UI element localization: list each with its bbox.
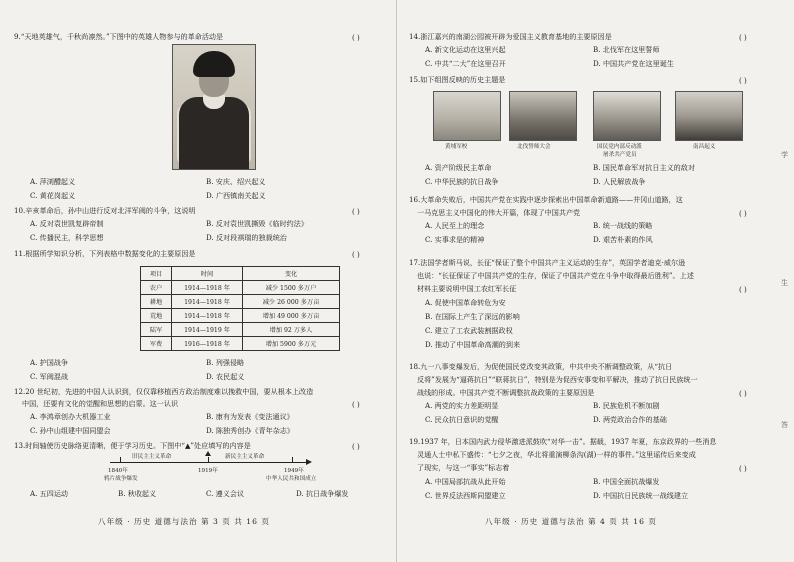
q16-option-b: B. 统一战线的策略 [593, 221, 653, 230]
timeline-1949: 1949年 [284, 468, 304, 474]
table-cell: 增加 49 000 多万亩 [243, 309, 340, 323]
q18-stem-line2: 反将”发展为“逼蒋抗日”“联蒋抗日”，特别是为促西安事变和平解决，推动了抗日民族统一 [417, 375, 698, 384]
table-cell: 1916—1918 年 [172, 337, 243, 351]
timeline-1919: 1919年 [198, 468, 218, 474]
q11-option-c: C. 军阀混战 [30, 372, 69, 381]
timeline-1840-event: 鸦片战争爆发 [104, 476, 138, 482]
q19-stem-line3: 了现实，与这一“事实”标志着 [417, 463, 510, 472]
table-row [141, 309, 340, 323]
q15-caption: 黄埔军校 [445, 144, 468, 150]
table-cell: 增加 92 万多人 [243, 323, 340, 337]
q10-option-a: A. 反对袁世凯复辟帝制 [30, 219, 104, 228]
timeline-tick [292, 457, 293, 463]
q15-photo-massacre [593, 91, 661, 141]
q9-option-c: C. 黄花岗起义 [30, 191, 76, 200]
table-cell: 耕地 [141, 295, 172, 309]
q15-photo-whampoa [433, 91, 501, 141]
q12-stem-line2: 中国，还要有文化的觉醒和思想的启蒙。这一认识 [22, 399, 179, 408]
q11-stem: 11.根据所学知识分析，下列表格中数据变化的主要原因是 [14, 249, 196, 258]
q13-option-b: B. 秋收起义 [118, 489, 157, 498]
q10-option-d: D. 反对段祺瑞的独裁统治 [206, 233, 287, 242]
q14-option-d: D. 中国共产党在这里诞生 [593, 59, 674, 68]
q12-option-d: D. 陈独秀创办《青年杂志》 [206, 426, 294, 435]
q19-stem-line1: 19.1937 年，日本国内武力侵华激进派鼓吹“对华一击”。据载，1937 年夏，东京政界的一些消息 [409, 437, 717, 446]
q15-option-c: C. 中华民族的抗日战争 [425, 177, 499, 186]
q15-stem: 15.如下组图反映的历史主题是 [409, 75, 506, 84]
table-header: 时间 [172, 267, 243, 281]
q18-stem-line1: 18.九一八事变爆发后，为促使国民党改变其政策，中共中央不断调整政策，从“抗日 [409, 362, 673, 371]
q13-stem: 13.时间轴使历史脉络更清晰，便于学习历史。下图中“▲”处应填写的内容是 [14, 441, 251, 450]
q15-option-d: D. 人民解放战争 [593, 177, 646, 186]
q9-option-a: A. 萍浏醴起义 [30, 177, 76, 186]
q9-stem: 9.“天地英雄气，千秋尚凛然。”下图中的英雄人物参与的革命活动是 [14, 32, 224, 41]
q10-answer-paren: ( ) [352, 207, 360, 216]
q17-option-b: B. 在国际上产生了深远的影响 [425, 312, 520, 321]
table-cell: 增加 5900 多万元 [243, 337, 340, 351]
q16-stem-line1: 16.大革命失败后，中国共产党在实践中逐步探索出中国革命新道路——井冈山道路，这 [409, 195, 683, 204]
q19-answer-paren: ( ) [739, 464, 747, 473]
q13-option-a: A. 五四运动 [30, 489, 69, 498]
q16-stem-line2: 一马克思主义中国化的伟大开篇，体现了中国共产党 [417, 208, 581, 217]
q9-option-d: D. 广西镇南关起义 [206, 191, 266, 200]
q15-answer-paren: ( ) [739, 76, 747, 85]
q14-option-c: C. 中共“二大”在这里召开 [425, 59, 506, 68]
q13-option-c: C. 遵义会议 [206, 489, 245, 498]
timeline-tick [120, 457, 121, 463]
q11-option-b: B. 列强侵略 [206, 358, 245, 367]
page-footer-left: 八年级 · 历史 道德与法治 第 3 页 共 16 页 [98, 517, 270, 526]
table-cell: 农户 [141, 281, 172, 295]
q19-option-b: B. 中国全面抗战爆发 [593, 477, 660, 486]
timeline-new-label: 新民主主义革命 [225, 454, 265, 460]
q19-stem-line2: 灵通人士中私下盛传：“七夕之夜，华北将重演柳条沟(湖)一样的事件。”这里谣传后来变成 [417, 450, 696, 459]
q15-caption: 国民党内部反动派 [597, 144, 642, 150]
table-row [141, 281, 340, 295]
q19-option-c: C. 世界反法西斯同盟建立 [425, 491, 506, 500]
q18-answer-paren: ( ) [739, 389, 747, 398]
q17-stem-line3: 材料主要说明中国工农红军长征 [417, 284, 517, 293]
q11-data-table [140, 266, 340, 351]
q17-answer-paren: ( ) [739, 285, 747, 294]
table-row [141, 323, 340, 337]
table-row [141, 337, 340, 351]
table-cell: 1914—1919 年 [172, 323, 243, 337]
q16-option-a: A. 人民至上的理念 [425, 221, 485, 230]
q15-caption: 屠杀共产党员 [603, 152, 637, 158]
q11-option-d: D. 农民起义 [206, 372, 245, 381]
q12-option-b: B. 康有为发表《变法通议》 [206, 412, 294, 421]
q18-stem-line3: 战线的形成。中国共产党不断调整抗战政策的主要原因是 [417, 388, 595, 397]
timeline-marker-triangle [205, 451, 211, 456]
table-cell: 减少 1500 多万户 [243, 281, 340, 295]
timeline-1840: 1840年 [108, 468, 128, 474]
q9-option-b: B. 安庆、绍兴起义 [206, 177, 266, 186]
q19-option-d: D. 中国抗日民族统一战线建立 [593, 491, 689, 500]
q14-stem: 14.浙江嘉兴的南湖公园被开辟为爱国主义教育基地的主要原因是 [409, 32, 612, 41]
q15-photo-nanchang-uprising [675, 91, 743, 141]
table-header: 变化 [243, 267, 340, 281]
side-mark: 学 [781, 151, 788, 159]
side-mark: 生 [781, 279, 788, 287]
q16-answer-paren: ( ) [739, 209, 747, 218]
q15-caption: 北伐誓师大会 [517, 144, 551, 150]
q11-option-a: A. 护国战争 [30, 358, 69, 367]
q16-option-d: D. 艰苦朴素的作风 [593, 235, 653, 244]
timeline-arrow [306, 459, 312, 465]
q17-stem-line1: 17.法国学者斯马说，长征“保证了整个中国共产主义运动的生存”，英国学者迪克·威尔逊 [409, 258, 686, 267]
page-4 [397, 0, 794, 562]
q18-option-d: D. 两党政治合作的基础 [593, 415, 667, 424]
q14-option-a: A. 新文化运动在这里兴起 [425, 45, 506, 54]
side-mark: 答 [781, 421, 788, 429]
q17-stem-line2: 也说：“长征保证了中国共产党的生存，保证了中国共产党在斗争中取得最后胜利”。上述 [417, 271, 694, 280]
table-cell: 减少 26 000 多万亩 [243, 295, 340, 309]
table-cell: 1914—1918 年 [172, 295, 243, 309]
q14-option-b: B. 北伐军在这里誓师 [593, 45, 660, 54]
q12-answer-paren: ( ) [352, 400, 360, 409]
q15-photo-northern-expedition [509, 91, 577, 141]
q15-option-b: B. 国民革命军对抗日主义的敌对 [593, 163, 695, 172]
q18-option-b: B. 民族危机不断加剧 [593, 401, 660, 410]
table-cell: 荒地 [141, 309, 172, 323]
timeline-tick [208, 457, 209, 463]
q12-option-a: A. 李鸿章创办大机器工业 [30, 412, 111, 421]
timeline-old-label: 旧民主主义革命 [132, 454, 172, 460]
q12-stem-line1: 12.20 世纪初，先进的中国人认识到，仅仅靠移植西方政治制度难以挽救中国，要从根本上改造 [14, 387, 314, 396]
q9-portrait-photo [172, 44, 256, 170]
q10-option-c: C. 传播民主，科学思想 [30, 233, 104, 242]
table-cell: 1914—1918 年 [172, 309, 243, 323]
q17-option-c: C. 建立了工农武装割据政权 [425, 326, 513, 335]
timeline-1949-event: 中华人民共和国成立 [266, 476, 317, 482]
timeline-axis [110, 462, 310, 463]
q18-option-a: A. 两党的实力差距明显 [425, 401, 499, 410]
table-cell: 军费 [141, 337, 172, 351]
q14-answer-paren: ( ) [739, 33, 747, 42]
q11-answer-paren: ( ) [352, 250, 360, 259]
q13-option-d: D. 抗日战争爆发 [296, 489, 349, 498]
q18-option-c: C. 民众抗日意识的觉醒 [425, 415, 499, 424]
q9-answer-paren: ( ) [352, 33, 360, 42]
q10-stem: 10.辛亥革命后，孙中山进行反对北洋军阀的斗争，这说明 [14, 206, 196, 215]
q15-caption: 南昌起义 [693, 144, 716, 150]
q12-option-c: C. 孙中山组建中国同盟会 [30, 426, 111, 435]
table-cell: 陆军 [141, 323, 172, 337]
q17-option-d: D. 推动了中国革命高潮的到来 [425, 340, 521, 349]
q19-option-a: A. 中国局部抗战从此开始 [425, 477, 506, 486]
table-cell: 1914—1918 年 [172, 281, 243, 295]
q15-option-a: A. 资产阶级民主革命 [425, 163, 492, 172]
q13-answer-paren: ( ) [352, 442, 360, 451]
page-footer-right: 八年级 · 历史 道德与法治 第 4 页 共 16 页 [485, 517, 657, 526]
q17-option-a: A. 促使中国革命转危为安 [425, 298, 506, 307]
q10-option-b: B. 反对袁世凯撕毁《临时约法》 [206, 219, 308, 228]
q16-option-c: C. 实事求是的精神 [425, 235, 485, 244]
table-row [141, 295, 340, 309]
table-header: 项目 [141, 267, 172, 281]
